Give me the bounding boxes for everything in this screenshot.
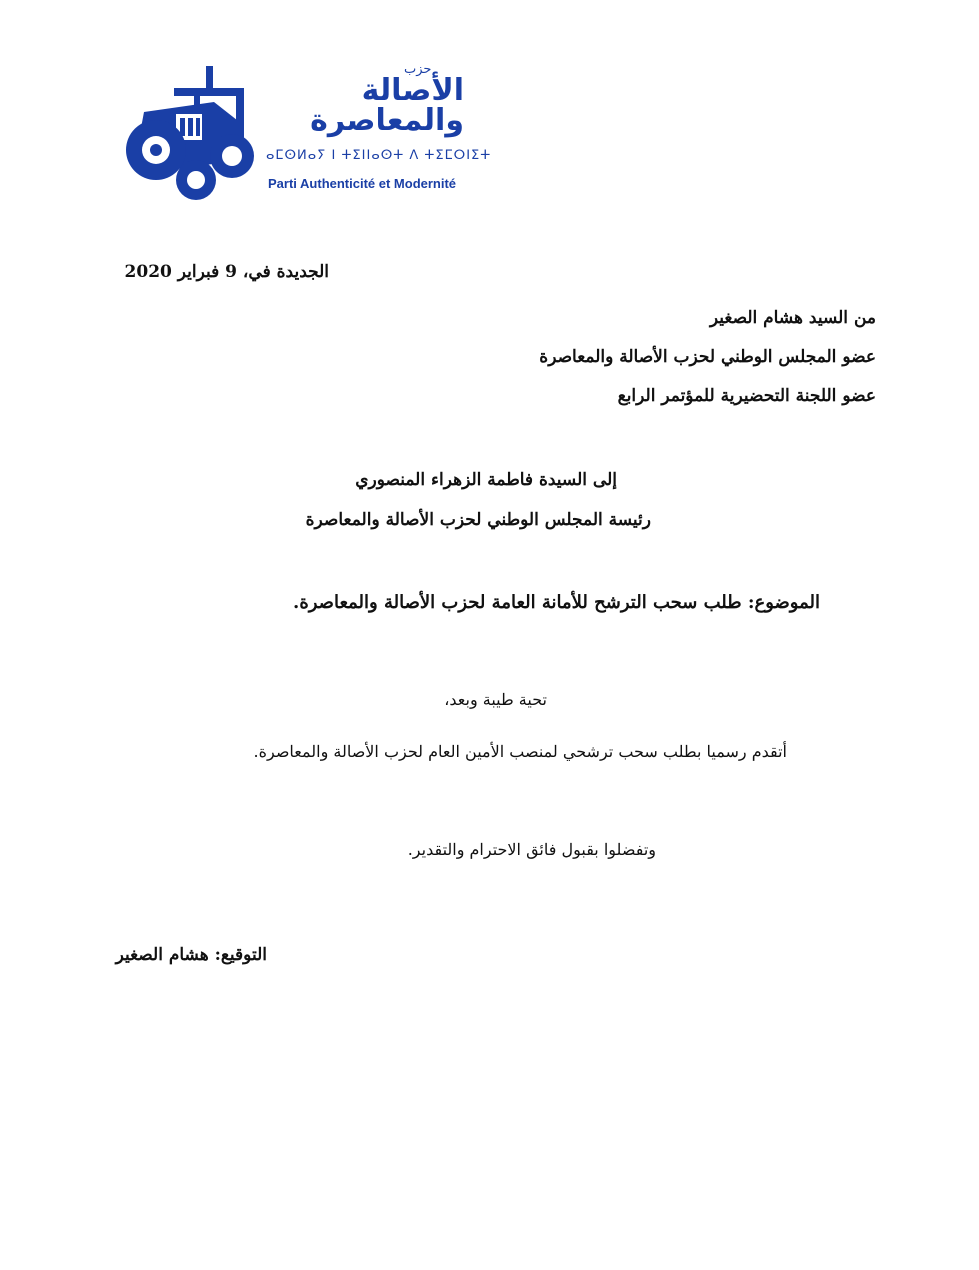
letter-subject: الموضوع: طلب سحب الترشح للأمانة العامة لحزب الأصالة والمعاصرة. — [293, 592, 820, 613]
logo-arabic-small: حزب — [404, 62, 432, 77]
letter-closing: وتفضلوا بقبول فائق الاحترام والتقدير. — [407, 840, 656, 859]
letter-date: الجديدة في، 9 فبراير 2020 — [124, 262, 329, 282]
letter-greeting: تحية طيبة وبعد، — [444, 690, 547, 709]
sender-name: من السيد هشام الصغير — [709, 308, 876, 328]
recipient-name: إلى السيدة فاطمة الزهراء المنصوري — [355, 470, 617, 490]
logo-tifinagh-name: ⴰⵎⵙⵍⴰⵢ ⵏ ⵜⵉⵏⵏⴰⵙⵜ ⴷ ⵜⵉⵎⵔⵏⵉⵜ — [266, 148, 492, 163]
logo-arabic-name: الأصالة والمعاصرة — [310, 73, 464, 138]
tractor-icon — [124, 62, 259, 202]
recipient-role: رئيسة المجلس الوطني لحزب الأصالة والمعاصرة — [305, 510, 651, 530]
sender-role-preparatory-committee: عضو اللجنة التحضيرية للمؤتمر الرابع — [617, 386, 876, 406]
logo-french-name: Parti Authenticité et Modernité — [268, 176, 457, 191]
sender-role-national-council: عضو المجلس الوطني لحزب الأصالة والمعاصرة — [539, 347, 876, 367]
party-logo — [124, 62, 492, 202]
letter-body: أتقدم رسميا بطلب سحب ترشحي لمنصب الأمين العام لحزب الأصالة والمعاصرة. — [253, 742, 787, 761]
letter-signature: التوقيع: هشام الصغير — [115, 945, 267, 965]
